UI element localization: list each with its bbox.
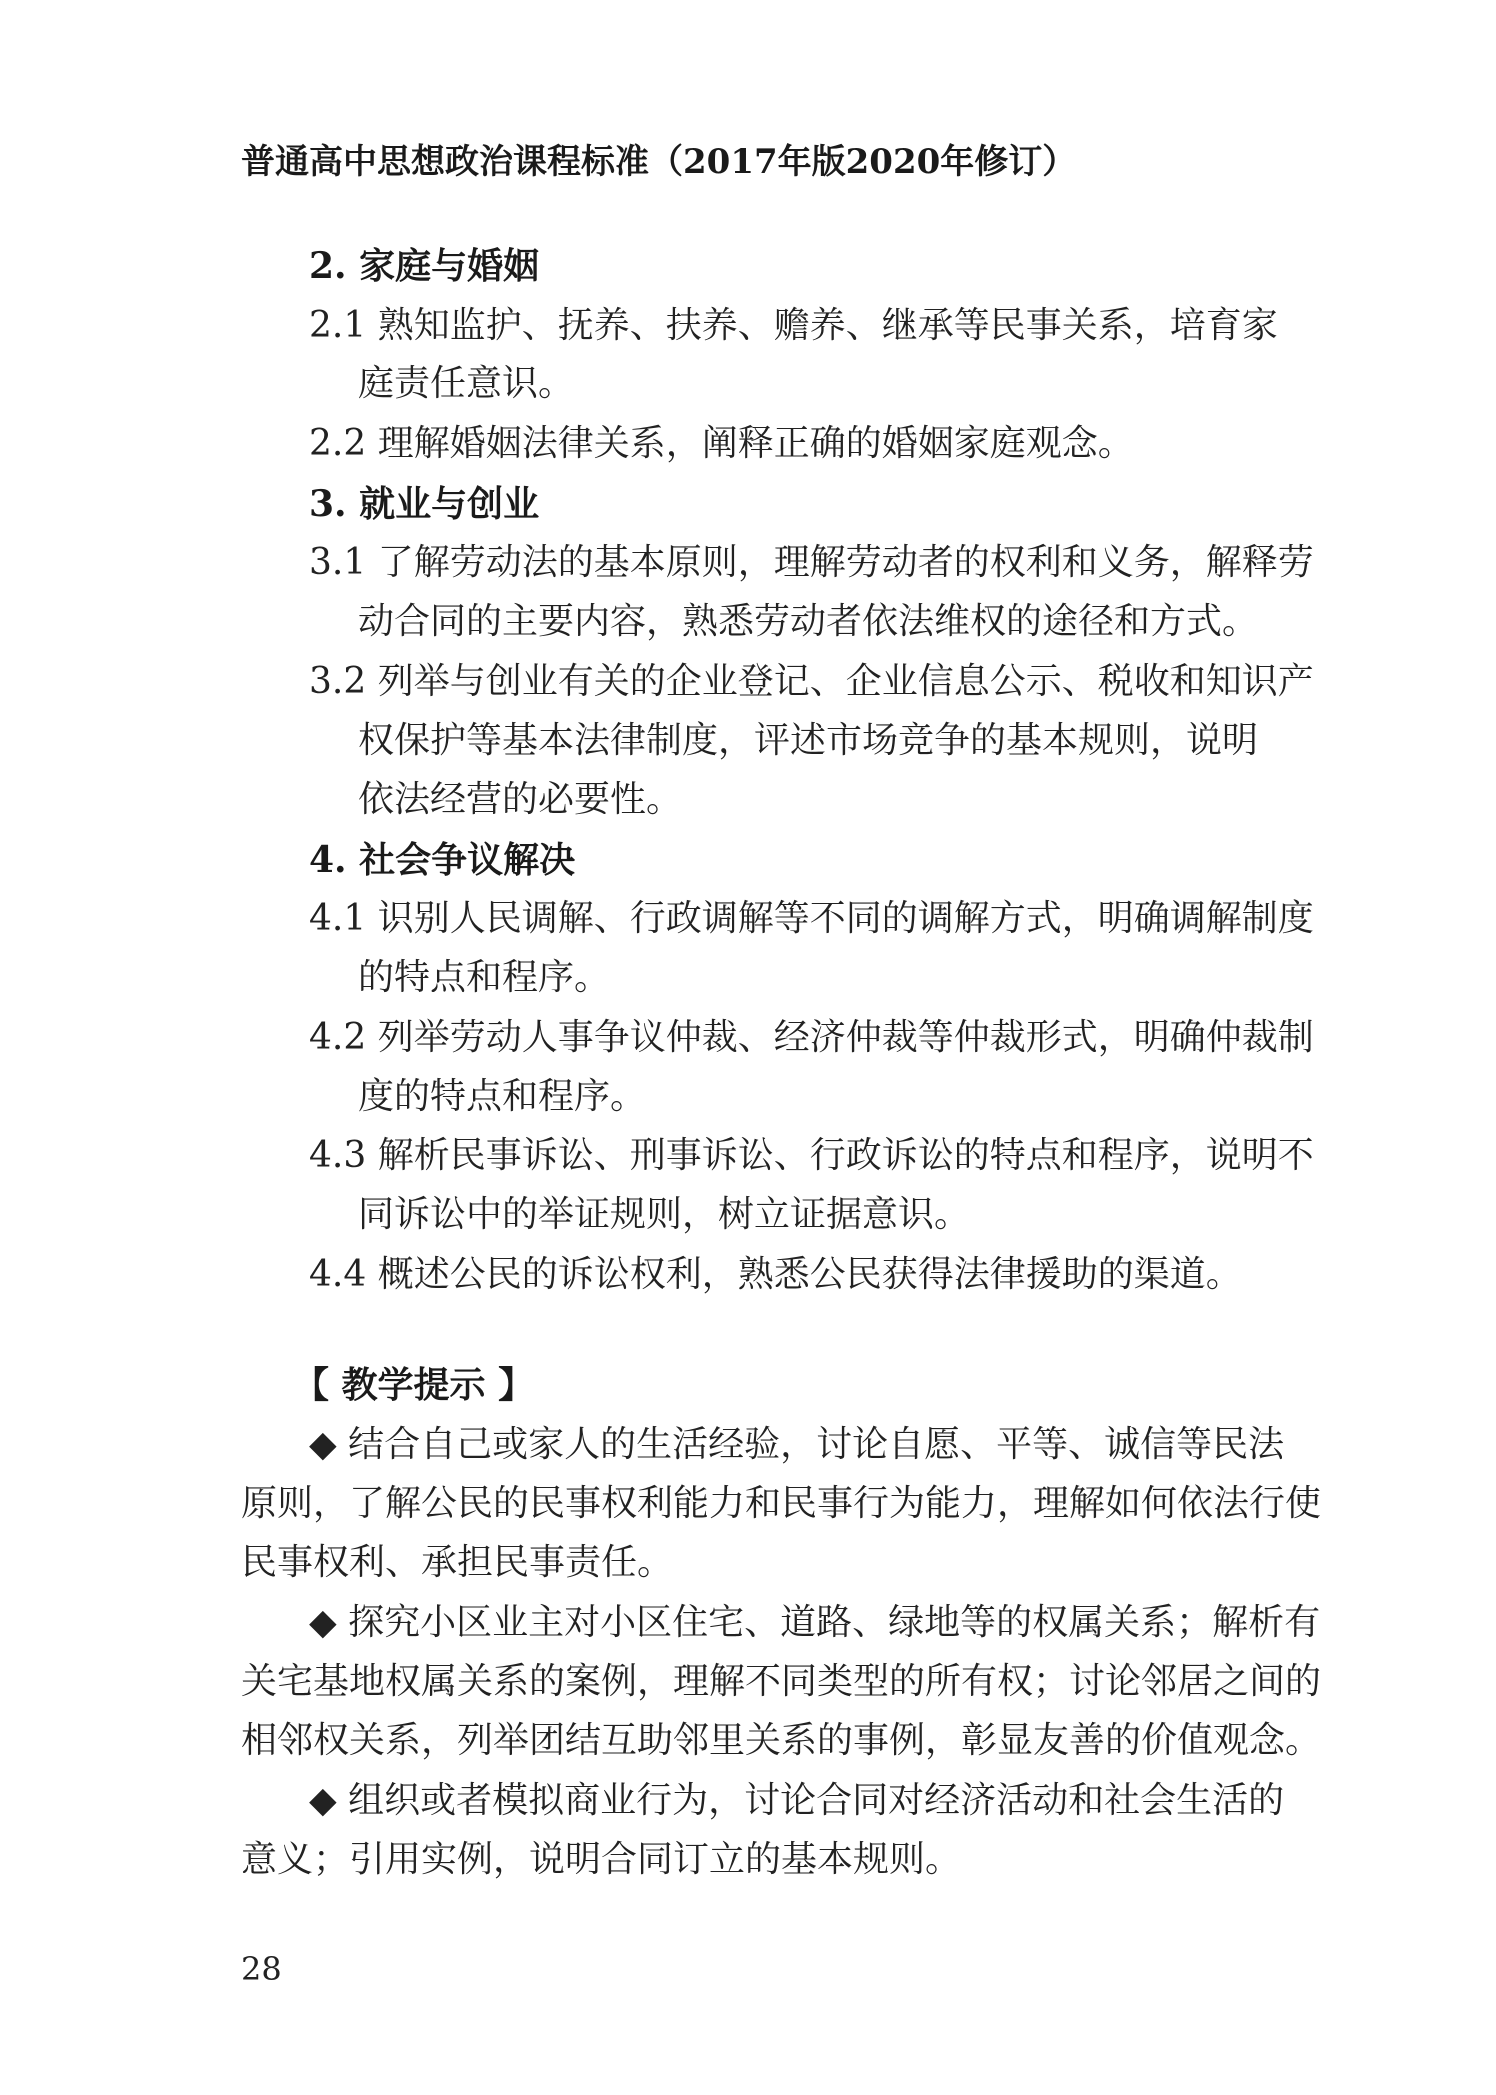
section-heading-4: 4. 社会争议解决	[309, 839, 576, 881]
item-4-2-line-1: 4.2 列举劳动人事争议仲裁、经济仲裁等仲裁形式，明确仲裁制	[309, 1017, 1314, 1058]
running-header: 普通高中思想政治课程标准（2017年版2020年修订）	[241, 142, 1077, 182]
tip-1-line-1: ◆ 结合自己或家人的生活经验，讨论自愿、平等、诚信等民法	[309, 1424, 1285, 1465]
tip-3-line-2: 意义；引用实例，说明合同订立的基本规则。	[241, 1839, 962, 1880]
item-4-3-line-1: 4.3 解析民事诉讼、刑事诉讼、行政诉讼的特点和程序，说明不	[309, 1135, 1314, 1176]
item-4-1-line-2: 的特点和程序。	[358, 957, 611, 998]
item-2-1-line-2: 庭责任意识。	[358, 363, 575, 404]
item-3-2-line-2: 权保护等基本法律制度，评述市场竞争的基本规则，说明	[358, 720, 1259, 761]
item-3-2-line-3: 依法经营的必要性。	[358, 779, 683, 820]
teaching-tips-heading: 【 教学提示 】	[293, 1364, 535, 1406]
section-heading-2: 2. 家庭与婚姻	[309, 245, 540, 287]
item-2-2-line-1: 2.2 理解婚姻法律关系，阐释正确的婚姻家庭观念。	[309, 423, 1134, 464]
item-4-2-line-2: 度的特点和程序。	[358, 1076, 647, 1117]
tip-1-line-3: 民事权利、承担民事责任。	[241, 1542, 674, 1583]
tip-2-line-2: 关宅基地权属关系的案例，理解不同类型的所有权；讨论邻居之间的	[241, 1661, 1322, 1702]
item-4-4-line-1: 4.4 概述公民的诉讼权利，熟悉公民获得法律援助的渠道。	[309, 1254, 1242, 1295]
section-heading-3: 3. 就业与创业	[309, 483, 540, 525]
item-3-2-line-1: 3.2 列举与创业有关的企业登记、企业信息公示、税收和知识产	[309, 661, 1314, 702]
tip-3-line-1: ◆ 组织或者模拟商业行为，讨论合同对经济活动和社会生活的	[309, 1780, 1285, 1821]
tip-1-line-2: 原则，了解公民的民事权利能力和民事行为能力，理解如何依法行使	[241, 1483, 1322, 1524]
item-3-1-line-2: 动合同的主要内容，熟悉劳动者依法维权的途径和方式。	[358, 601, 1259, 642]
item-3-1-line-1: 3.1 了解劳动法的基本原则，理解劳动者的权利和义务，解释劳	[309, 542, 1314, 583]
item-4-1-line-1: 4.1 识别人民调解、行政调解等不同的调解方式，明确调解制度	[309, 898, 1314, 939]
tip-2-line-1: ◆ 探究小区业主对小区住宅、道路、绿地等的权属关系；解析有	[309, 1602, 1321, 1643]
tip-2-line-3: 相邻权关系，列举团结互助邻里关系的事例，彰显友善的价值观念。	[241, 1720, 1322, 1761]
item-2-1-line-1: 2.1 熟知监护、抚养、扶养、赡养、继承等民事关系，培育家	[309, 305, 1278, 346]
page-number: 28	[241, 1950, 282, 1988]
item-4-3-line-2: 同诉讼中的举证规则，树立证据意识。	[358, 1194, 971, 1235]
